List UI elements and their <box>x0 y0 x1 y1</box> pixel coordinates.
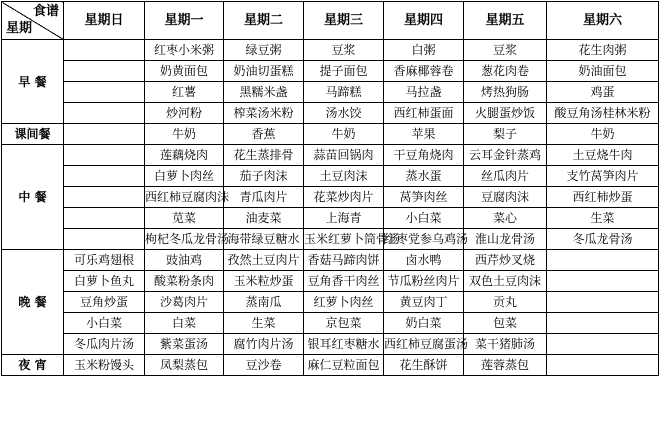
menu-row-lunch <box>2 229 659 250</box>
day-header: 星期一 <box>145 2 224 40</box>
menu-cell: 花生酥饼 <box>384 355 464 376</box>
menu-cell: 西红柿豆腐蛋汤 <box>384 334 464 355</box>
menu-cell: 莴笋肉丝 <box>384 187 464 208</box>
menu-cell: 黑糯米盏 <box>224 82 304 103</box>
menu-cell: 土豆肉沫 <box>304 166 384 187</box>
menu-row-dinner <box>2 250 659 271</box>
menu-cell: 菜心 <box>464 208 547 229</box>
day-header: 星期三 <box>304 2 384 40</box>
menu-cell: 茄子肉沫 <box>224 166 304 187</box>
menu-cell: 白粥 <box>384 40 464 61</box>
menu-cell: 生菜 <box>224 313 304 334</box>
meal-label-dinner: 晚 餐 <box>2 250 64 355</box>
menu-cell: 玉米红萝卜筒骨汤 <box>304 229 384 250</box>
menu-cell: 淮山龙骨汤 <box>464 229 547 250</box>
menu-cell: 烤热狗肠 <box>464 82 547 103</box>
menu-cell: 冬瓜肉片汤 <box>64 334 145 355</box>
menu-row-lunch <box>2 145 659 166</box>
menu-cell <box>547 334 659 355</box>
menu-cell: 银耳红枣糖水 <box>304 334 384 355</box>
menu-cell: 干豆角烧肉 <box>384 145 464 166</box>
menu-cell: 玉米粉馒头 <box>64 355 145 376</box>
menu-cell: 豆浆 <box>464 40 547 61</box>
menu-cell: 红枣党参乌鸡汤 <box>384 229 464 250</box>
menu-cell: 贡丸 <box>464 292 547 313</box>
menu-cell: 黄豆肉丁 <box>384 292 464 313</box>
menu-cell <box>64 40 145 61</box>
menu-row-breakfast <box>2 82 659 103</box>
menu-cell: 紫菜蛋汤 <box>145 334 224 355</box>
menu-cell <box>547 292 659 313</box>
menu-cell <box>64 103 145 124</box>
menu-cell: 火腿蛋炒饭 <box>464 103 547 124</box>
menu-cell <box>64 145 145 166</box>
menu-cell: 鸡蛋 <box>547 82 659 103</box>
menu-cell: 提子面包 <box>304 61 384 82</box>
day-header: 星期六 <box>547 2 659 40</box>
menu-cell: 西红柿炒蛋 <box>547 187 659 208</box>
menu-cell: 豉油鸡 <box>145 250 224 271</box>
menu-row-night <box>2 355 659 376</box>
menu-cell: 汤水饺 <box>304 103 384 124</box>
menu-row-breakfast <box>2 40 659 61</box>
menu-cell: 节瓜粉丝肉片 <box>384 271 464 292</box>
menu-cell: 可乐鸡翅根 <box>64 250 145 271</box>
menu-cell: 香菇马蹄肉饼 <box>304 250 384 271</box>
menu-cell: 酸豆角汤桂林米粉 <box>547 103 659 124</box>
menu-cell: 丝瓜肉片 <box>464 166 547 187</box>
menu-cell: 莲蓉蒸包 <box>464 355 547 376</box>
menu-cell: 沙葛肉片 <box>145 292 224 313</box>
meal-label-lunch: 中 餐 <box>2 145 64 250</box>
menu-cell <box>547 313 659 334</box>
menu-cell: 凤梨蒸包 <box>145 355 224 376</box>
menu-cell: 青瓜肉片 <box>224 187 304 208</box>
menu-row-dinner <box>2 292 659 313</box>
menu-cell: 香麻椰蓉卷 <box>384 61 464 82</box>
menu-row-breakfast <box>2 103 659 124</box>
menu-cell: 枸杞冬瓜龙骨汤 <box>145 229 224 250</box>
menu-cell: 牛奶 <box>304 124 384 145</box>
meal-label-snack: 课间餐 <box>2 124 64 145</box>
menu-cell: 奶油面包 <box>547 61 659 82</box>
menu-row-dinner <box>2 271 659 292</box>
menu-cell: 麻仁豆粒面包 <box>304 355 384 376</box>
menu-cell: 马拉盏 <box>384 82 464 103</box>
menu-cell: 白菜 <box>145 313 224 334</box>
menu-cell <box>64 187 145 208</box>
menu-cell: 蒸南瓜 <box>224 292 304 313</box>
menu-cell: 莲藕烧肉 <box>145 145 224 166</box>
menu-cell: 白萝卜肉丝 <box>145 166 224 187</box>
menu-cell: 豆浆 <box>304 40 384 61</box>
menu-cell <box>64 166 145 187</box>
menu-cell: 油麦菜 <box>224 208 304 229</box>
menu-cell: 酸菜粉条肉 <box>145 271 224 292</box>
weekly-menu-table <box>1 1 659 376</box>
menu-cell <box>64 61 145 82</box>
menu-cell: 腐竹肉片汤 <box>224 334 304 355</box>
menu-cell <box>547 271 659 292</box>
menu-cell: 梨子 <box>464 124 547 145</box>
corner-cell <box>2 2 64 40</box>
menu-cell: 支竹莴笋肉片 <box>547 166 659 187</box>
menu-cell: 花菜炒肉片 <box>304 187 384 208</box>
menu-cell: 红萝卜肉丝 <box>304 292 384 313</box>
menu-cell: 绿豆粥 <box>224 40 304 61</box>
menu-cell <box>64 82 145 103</box>
menu-cell: 京包菜 <box>304 313 384 334</box>
menu-cell: 苋菜 <box>145 208 224 229</box>
menu-cell: 双色土豆肉沫 <box>464 271 547 292</box>
menu-cell: 豆角香干肉丝 <box>304 271 384 292</box>
menu-cell: 孜然土豆肉片 <box>224 250 304 271</box>
menu-cell <box>547 355 659 376</box>
menu-cell: 牛奶 <box>547 124 659 145</box>
menu-row-lunch <box>2 208 659 229</box>
menu-cell: 苹果 <box>384 124 464 145</box>
menu-cell: 西红柿蛋面 <box>384 103 464 124</box>
header-row <box>2 2 659 40</box>
menu-cell <box>547 250 659 271</box>
menu-row-breakfast <box>2 61 659 82</box>
day-header: 星期四 <box>384 2 464 40</box>
menu-cell: 小白菜 <box>384 208 464 229</box>
menu-cell: 菜干猪肺汤 <box>464 334 547 355</box>
menu-cell: 生菜 <box>547 208 659 229</box>
menu-cell: 红枣小米粥 <box>145 40 224 61</box>
meal-label-breakfast: 早 餐 <box>2 40 64 124</box>
menu-cell: 西芹炒叉烧 <box>464 250 547 271</box>
menu-cell: 白萝卜鱼丸 <box>64 271 145 292</box>
day-header: 星期二 <box>224 2 304 40</box>
menu-cell: 小白菜 <box>64 313 145 334</box>
menu-row-lunch <box>2 166 659 187</box>
day-header: 星期日 <box>64 2 145 40</box>
menu-cell: 红薯 <box>145 82 224 103</box>
menu-cell: 马蹄糕 <box>304 82 384 103</box>
menu-row-dinner <box>2 334 659 355</box>
menu-cell: 冬瓜龙骨汤 <box>547 229 659 250</box>
menu-cell: 榨菜汤米粉 <box>224 103 304 124</box>
menu-cell: 西红柿豆腐肉沫 <box>145 187 224 208</box>
menu-cell <box>64 124 145 145</box>
day-header: 星期五 <box>464 2 547 40</box>
menu-cell: 豆腐肉沫 <box>464 187 547 208</box>
meal-label-night: 夜 宵 <box>2 355 64 376</box>
menu-cell: 奶黄面包 <box>145 61 224 82</box>
menu-row-snack <box>2 124 659 145</box>
menu-cell: 奶油切蛋糕 <box>224 61 304 82</box>
menu-cell: 花生蒸排骨 <box>224 145 304 166</box>
menu-cell: 花生肉粥 <box>547 40 659 61</box>
menu-row-lunch <box>2 187 659 208</box>
menu-cell: 上海青 <box>304 208 384 229</box>
menu-cell: 卤水鸭 <box>384 250 464 271</box>
menu-cell: 包菜 <box>464 313 547 334</box>
menu-cell: 海带绿豆糖水 <box>224 229 304 250</box>
menu-cell: 香蕉 <box>224 124 304 145</box>
menu-cell: 炒河粉 <box>145 103 224 124</box>
menu-cell: 蒜苗回锅肉 <box>304 145 384 166</box>
corner-bottom-left-label: 星期 <box>6 21 33 36</box>
menu-cell <box>64 208 145 229</box>
menu-cell: 土豆烧牛肉 <box>547 145 659 166</box>
menu-cell: 云耳金针蒸鸡 <box>464 145 547 166</box>
menu-cell: 葱花肉卷 <box>464 61 547 82</box>
menu-row-dinner <box>2 313 659 334</box>
menu-cell: 蒸水蛋 <box>384 166 464 187</box>
menu-cell: 牛奶 <box>145 124 224 145</box>
menu-cell: 豆沙卷 <box>224 355 304 376</box>
corner-top-right-label: 食谱 <box>32 4 59 19</box>
menu-cell: 玉米粒炒蛋 <box>224 271 304 292</box>
menu-cell <box>64 229 145 250</box>
menu-cell: 豆角炒蛋 <box>64 292 145 313</box>
menu-cell: 奶白菜 <box>384 313 464 334</box>
